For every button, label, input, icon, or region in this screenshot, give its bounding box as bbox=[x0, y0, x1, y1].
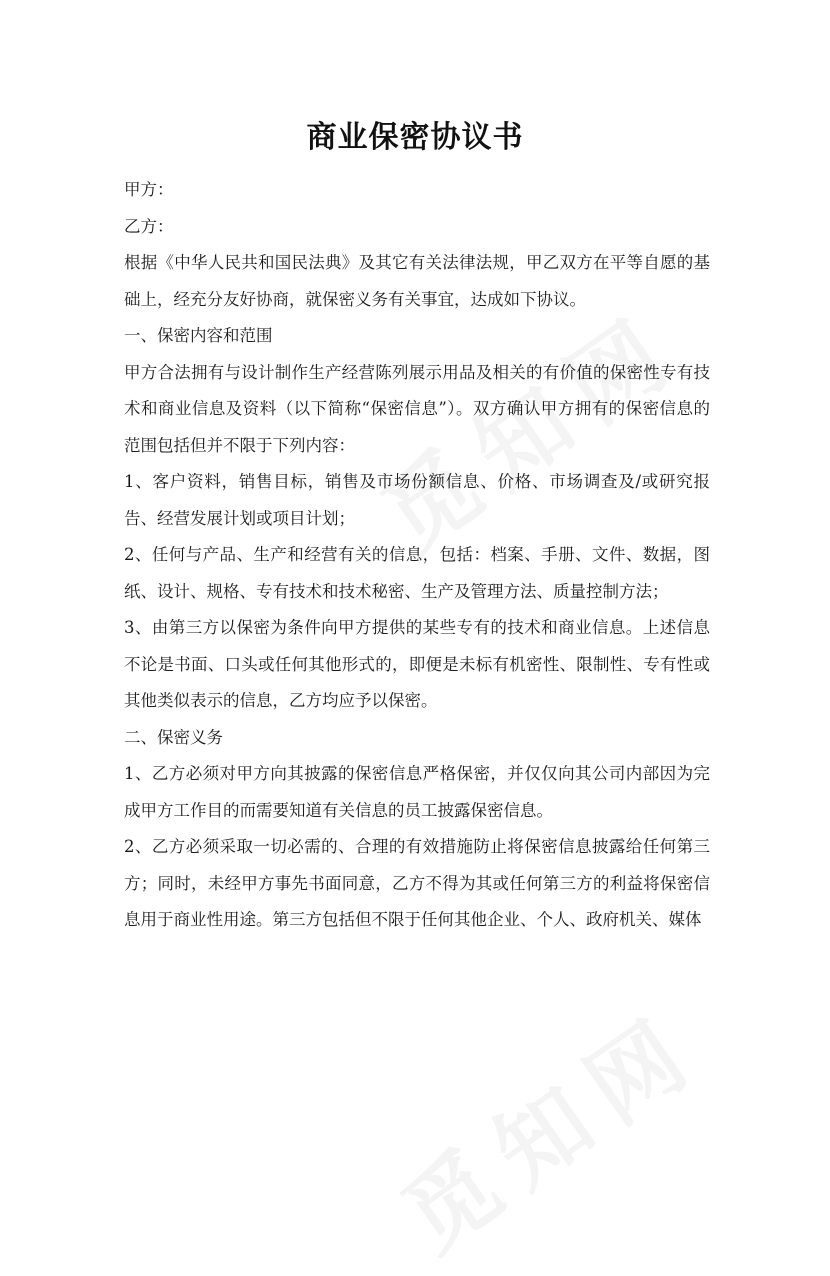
scope-item-1: 1、客户资料，销售目标，销售及市场份额信息、价格、市场调查及/或研究报告、经营发展计划或项目计划； bbox=[124, 472, 710, 528]
section-heading-scope: 一、保密内容和范围 bbox=[124, 326, 273, 345]
document-body bbox=[124, 172, 710, 939]
document-title: 商业保密协议书 bbox=[306, 120, 524, 155]
party-a-line: 甲方： bbox=[124, 180, 174, 199]
scope-paragraph: 甲方合法拥有与设计制作生产经营陈列展示用品及相关的有价值的保密性专有技术和商业信息及资料（以下简称“保密信息”）。双方确认甲方拥有的保密信息的范围包括但并不限于下列内容： bbox=[124, 362, 710, 455]
scope-item-3: 3、由第三方以保密为条件向甲方提供的某些专有的技术和商业信息。上述信息不论是书面、口头或任何其他形式的，即便是未标有机密性、限制性、专有性或其他类似表示的信息，乙方均应予以保密。 bbox=[124, 618, 710, 710]
watermark-text bbox=[373, 976, 724, 1276]
party-b-line: 乙方： bbox=[124, 216, 174, 236]
obligation-item-2: 2、乙方必须采取一切必需的、合理的有效措施防止将保密信息披露给任何第三方；同时，未经甲方事先书面同意，乙方不得为其或任何第三方的利益将保密信息用于商业性用途。第三方包括但不限于任何其他企业、个人、政府机关、媒体 bbox=[124, 837, 710, 929]
section-heading-obligations: 二、保密义务 bbox=[124, 727, 223, 747]
scope-item-2: 2、任何与产品、生产和经营有关的信息，包括：档案、手册、文件、数据，图纸、设计、规格、专有技术和技术秘密、生产及管理方法、质量控制方法； bbox=[124, 545, 710, 601]
obligation-item-1: 1、乙方必须对甲方向其披露的保密信息严格保密，并仅仅向其公司内部因为完成甲方工作目的而需要知道有关信息的员工披露保密信息。 bbox=[124, 764, 710, 820]
preamble-paragraph: 根据《中华人民共和国民法典》及其它有关法律法规，甲乙双方在平等自愿的基础上，经充分友好协商，就保密义务有关事宜，达成如下协议。 bbox=[124, 253, 710, 309]
